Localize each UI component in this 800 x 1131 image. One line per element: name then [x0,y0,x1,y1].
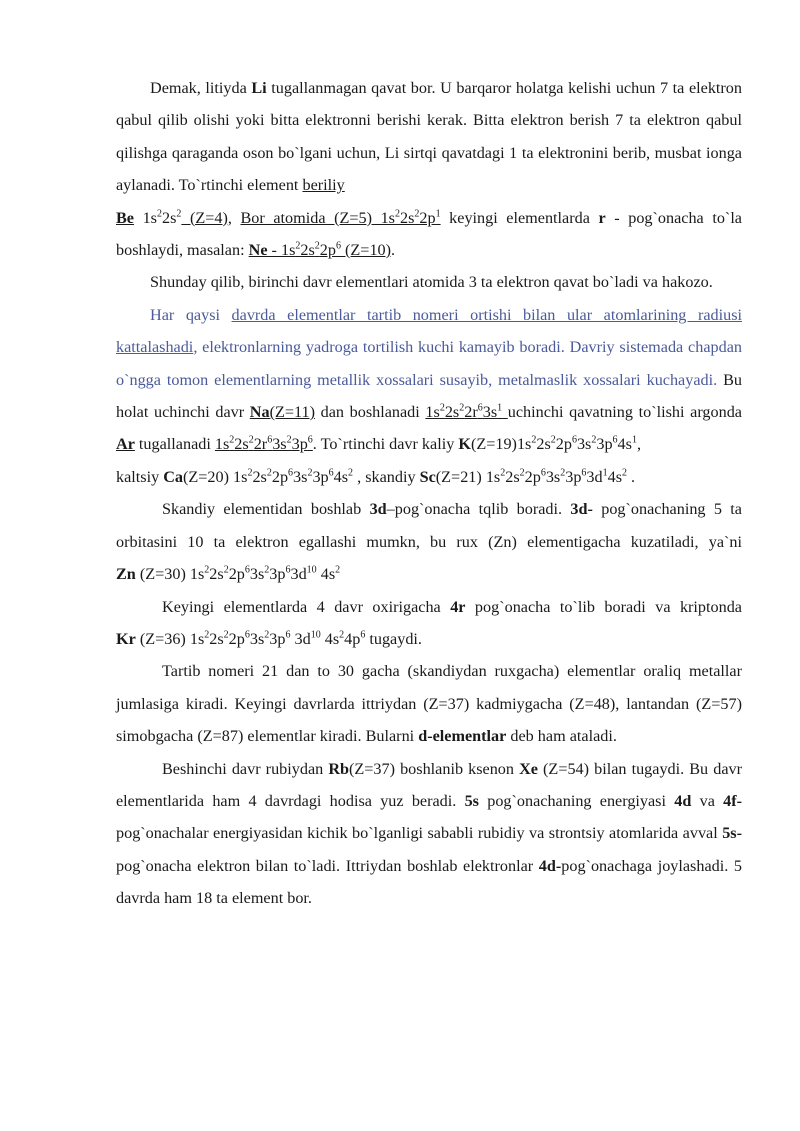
r-letter: r [598,208,606,227]
text: . [627,467,636,486]
text: Skandiy elementidan boshlab [162,500,370,519]
text: , [636,435,641,454]
symbol-k: K [458,435,471,454]
paragraph-fifth-period [116,753,742,915]
text: tugallanmagan qavat bor. U barqaror holatga kelishi uchun 7 ta elektron qabul qilib olishi yoki bitta elektronni berishi kerak. Bitta elektron berish 7 ta elektron qabul qilishga qaraganda oson bo`lgani uchun, Li sirtqi qavatdagi 1 ta elektronini berib, musbat ionga aylanadi. To`rtinchi element [116,79,742,195]
be-z: (Z=4) [181,208,228,227]
text: Keyingi elementlarda 4 davr oxirigacha [162,597,451,616]
symbol-sc: Sc [419,467,436,486]
sublevel-5s: 5s- [722,824,742,843]
text: dan boshlanadi [314,403,426,422]
zn-config: (Z=30) $1s^22s^22p^63s^23p^63d^{10}$ $4s^2$ [135,564,341,584]
text: Bu holat uchinchi davr [116,370,742,422]
bor-config: Bor atomida (Z=5) $1s^22s^22p^1$ [240,208,441,227]
paragraph-first-period: Shunday qilib, birinchi davr elementlari atomida 3 ta elektron qavat bo`ladi va hakozo. [150,273,713,292]
paragraph-period-trends [116,299,742,493]
ar-config: $1s^22s^22r^63s^23p^6$ [214,435,313,454]
symbol-ne: Ne [248,241,268,260]
symbol-ar: Ar [116,435,135,454]
text: keyingi elementlarda [440,208,599,227]
text: uchinchi qavatning to`lishi argonda [507,403,742,422]
sublevel-4f: 4f- [723,791,742,810]
be-config: $1s^22s^2$ [133,208,182,227]
text: . To`rtinchi davr kaliy [312,435,459,454]
paragraph-krypton [116,591,742,656]
paragraph-scandium [116,493,742,590]
symbol-xe: Xe [519,759,538,778]
text: pog`onachaning 5 ta orbitasini 10 ta elektron egallashi mumkn, bu rux (Zn) elementigacha kuzatiladi, ya`ni [116,500,742,551]
document-page [116,72,742,915]
text: , skandiy [353,467,420,486]
text: tugaydi. [365,629,422,648]
ne-config: - $1s^22s^22p^6$ [267,240,341,260]
symbol-zn: Zn [116,565,136,584]
symbol-be: Be [116,208,134,227]
text: , elektronlarning yadroga tortilish kuchi kamayib boradi. Davriy sistemada chapdan o`ngga tomon elementlarning metallik xossalari susayib, metalmaslik xossalari kuchayadi. [116,338,742,389]
text: pog`onacha to`lib boradi va kriptonda [465,597,742,616]
d-elements: d-elementlar [418,727,507,746]
symbol-ca: Ca [163,467,184,486]
text: - pog`onacha to`la boshlaydi, masalan: [116,208,742,260]
symbol-na: Na [249,403,270,422]
sublevel-4r: 4r [450,597,466,616]
text: –pog`onacha tqlib boradi. [386,500,571,519]
symbol-rb: Rb [328,759,350,778]
text: kaltsiy [116,467,164,486]
text: pog`onachalar energiyasidan kichik bo`lganligi sababli rubidiy va strontsiy atomlarida avval [116,824,723,843]
text: deb ham ataladi. [506,727,617,746]
sublevel-5s: 5s [464,791,479,810]
text: pog`onacha elektron bilan to`ladi. Ittriydan boshlab elektronlar [116,856,539,875]
text: (Z=37) boshlanib ksenon [349,759,520,778]
ne-z: (Z=10) [340,241,392,260]
text: Tartib nomeri 21 dan to 30 gacha (skandiydan ruxgacha) elementlar oraliq metallar jumlasiga kiradi. Keyingi davrlarda ittriydan (Z=37) kadmiygacha (Z=48), lantandan (Z=57) simobgacha (Z=87) elementlar kiradi. Bularni [116,662,742,746]
paragraph-lithium [116,72,742,266]
kr-config: (Z=36) $1s^22s^22p^63s^23p^6$ $3d^{10}$ $4s^24p^6$ [135,629,366,648]
text: (Z=54) bilan tugaydi. Bu davr elementlarida ham 4 davrdagi hodisa yuz beradi. [116,759,743,810]
sublevel-3d: 3d- [570,500,593,519]
text: pog`onachaga joylashadi. 5 davrda ham 18 ta element bor. [116,856,742,908]
na-z: (Z=11) [269,403,315,422]
sublevel-4d: 4d [674,791,692,810]
sublevel-3d: 3d [369,500,387,519]
text: pog`onachaning energiyasi [478,791,675,810]
symbol-kr: Kr [116,629,136,648]
na-config: $1s^22s^22r^63s^1$ [425,402,503,422]
text: . [391,241,396,260]
sc-config: (Z=21) $1s^22s^22p^63s^23p^63d^14s^2$ [435,467,627,486]
text: , [227,208,241,227]
text: Har qaysi [150,305,232,324]
k-config: $(Z=19)1s^22s^22p^63s^23p^64s^1$ [470,435,637,454]
paragraph-transition-metals [116,655,742,752]
symbol-li: Li [251,79,267,97]
link-beriliy: beriliy [302,176,345,195]
text: tugallanadi [134,435,215,454]
ca-config: (Z=20) $1s^22s^22p^63s^23p^64s^2$ [183,467,354,486]
text: va [691,791,724,810]
sublevel-4d: 4d- [538,856,562,875]
text: Beshinchi davr rubiydan [162,759,329,778]
highlight-text: davrda elementlar tartib nomeri ortishi bilan ular atomlarining radiusi kattalashadi [116,305,742,357]
text: Demak, litiyda [150,79,252,97]
